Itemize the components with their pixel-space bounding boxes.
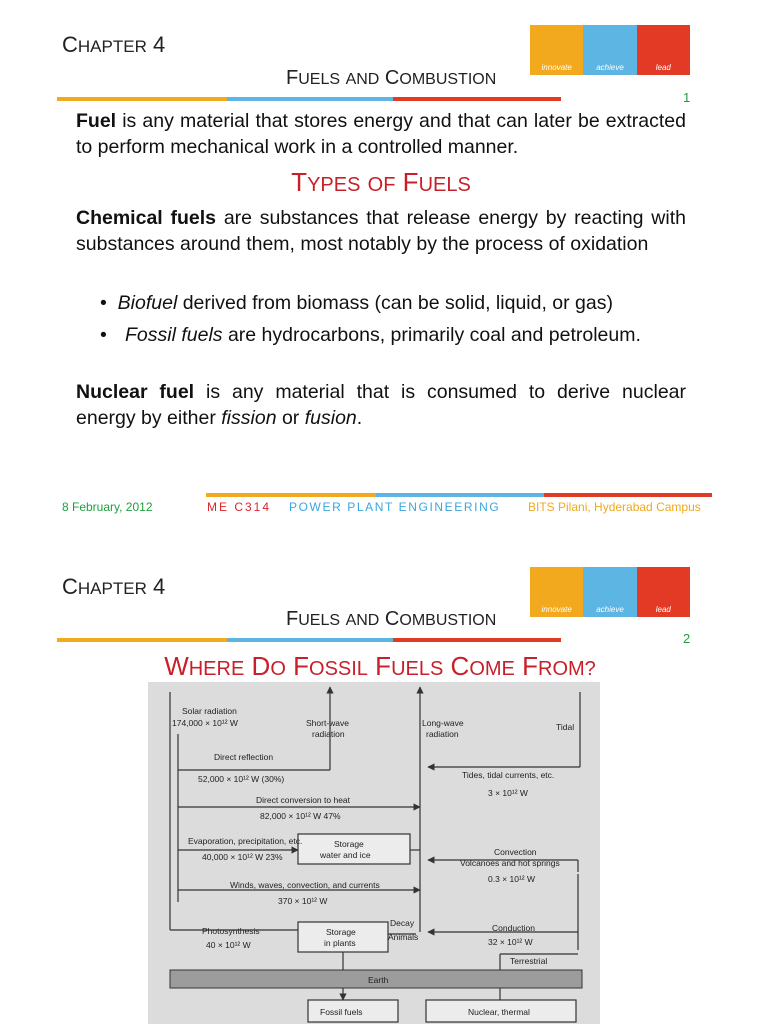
chapter-title-2 (62, 574, 165, 600)
logo-label-achieve: achieve (596, 63, 624, 72)
heading-rest-2: O (270, 658, 286, 680)
heading-rest-1: HERE (188, 658, 245, 680)
terrestrial-label: Terrestrial (510, 956, 548, 966)
subtitle-initial-3: C (384, 608, 400, 630)
footer-stripe-blue (376, 493, 544, 497)
footer-date: 8 February, 2012 (62, 500, 153, 514)
slide-subtitle (286, 67, 496, 90)
short-wave-label-2: radiation (312, 729, 345, 739)
heading-rest-1: YPES (307, 174, 361, 196)
evaporation-label: Evaporation, precipitation, etc. (188, 836, 303, 846)
fission-term: fission (221, 407, 277, 429)
storage-plants-label: Storage (326, 927, 356, 937)
tidal-label: Tidal (556, 722, 575, 732)
bullet-biofuel (100, 290, 686, 316)
header-stripe-orange (57, 97, 227, 101)
evaporation-value: 40,000 × 10¹² W 23% (202, 852, 283, 862)
nuclear-fuel-paragraph (76, 379, 686, 431)
header-stripe-blue-2 (227, 638, 393, 642)
header-stripe-orange-2 (57, 638, 227, 642)
direct-heat-value: 82,000 × 10¹² W 47% (260, 811, 341, 821)
long-wave-label-2: radiation (426, 729, 459, 739)
chapter-rest: HAPTER (77, 37, 147, 56)
photosynthesis-label: Photosynthesis (202, 926, 260, 936)
chemical-fuels-paragraph (76, 205, 686, 257)
subtitle-initial-3: C (384, 67, 400, 89)
fuel-term: Fuel (76, 110, 117, 132)
long-wave-label: Long-wave (422, 718, 464, 728)
short-wave-label: Short-wave (306, 718, 349, 728)
header-stripe-red (393, 97, 561, 101)
fossil-text: are hydrocarbons, primarily coal and petroleum. (222, 324, 641, 346)
header-stripe-red-2 (393, 638, 561, 642)
footer-course-name: POWER PLANT ENGINEERING (289, 500, 501, 514)
subtitle-rest-1: UELS (298, 612, 341, 629)
chapter-initial: C (62, 574, 78, 599)
conduction-label: Conduction (492, 923, 536, 933)
chapter-number: 4 (152, 574, 166, 599)
logo-block-orange (530, 567, 583, 617)
chemical-term: Chemical fuels (76, 207, 217, 229)
nuclear-thermal-label: Nuclear, thermal (468, 1007, 530, 1017)
header-stripe-blue (227, 97, 393, 101)
heading-rest-3: UELS (418, 174, 471, 196)
chapter-number: 4 (152, 32, 166, 57)
biofuel-term: Biofuel (117, 292, 178, 314)
heading-rest-6: ROM? (538, 658, 596, 680)
direct-reflection-label: Direct reflection (214, 752, 274, 762)
heading-rest-3: OSSIL (309, 658, 368, 680)
winds-label: Winds, waves, convection, and currents (230, 880, 380, 890)
subtitle-rest-3: OMBUSTION (399, 612, 497, 629)
footer-course-code: ME C314 (207, 500, 272, 514)
fossil-origin-heading (60, 651, 700, 682)
heading-initial-1: W (164, 651, 189, 681)
volcanoes-label: Volcanoes and hot springs (460, 858, 560, 868)
conduction-value: 32 × 10¹² W (488, 937, 533, 947)
logo-block-blue (583, 567, 636, 617)
subtitle-word-2: AND (345, 71, 380, 88)
storage-water-label-2: water and ice (320, 850, 371, 860)
types-heading (76, 167, 686, 198)
chapter-initial: C (62, 32, 78, 57)
logo-label-achieve: achieve (596, 605, 624, 614)
footer-stripe-orange (206, 493, 376, 497)
slide-subtitle-2 (286, 608, 496, 631)
logo-label-innovate: innovate (541, 63, 572, 72)
nuclear-end: . (356, 407, 363, 429)
fusion-term: fusion (304, 407, 357, 429)
chapter-rest: HAPTER (77, 579, 147, 598)
logo-label-lead: lead (655, 605, 671, 614)
bits-logo-2 (530, 567, 690, 617)
storage-water-label: Storage (334, 839, 364, 849)
animals-label: Animals (388, 932, 419, 942)
chemical-text: are substances that release energy by reacting with substances around them, most notably by the process of oxidation (76, 207, 686, 255)
tides-label: Tides, tidal currents, etc. (462, 770, 555, 780)
chapter-title (62, 32, 165, 58)
heading-initial-3: F (402, 167, 419, 197)
heading-initial-2: D (251, 651, 271, 681)
heading-initial-5: C (450, 651, 470, 681)
footer-campus: BITS Pilani, Hyderabad Campus (528, 500, 701, 514)
winds-value: 370 × 10¹² W (278, 896, 328, 906)
logo-block-red (637, 567, 690, 617)
subtitle-word-2: AND (345, 612, 380, 629)
logo-label-lead: lead (655, 63, 671, 72)
subtitle-rest-1: UELS (298, 71, 341, 88)
decay-label: Decay (390, 918, 415, 928)
direct-reflection-value: 52,000 × 10¹² W (30%) (198, 774, 285, 784)
biofuel-text: derived from biomass (can be solid, liquid, or gas) (177, 292, 613, 314)
direct-heat-label: Direct conversion to heat (256, 795, 351, 805)
fuel-text: is any material that stores energy and that can later be extracted to perform mechanical work in a controlled manner. (76, 110, 686, 158)
convection-label: Convection (494, 847, 537, 857)
photosynthesis-value: 40 × 10¹² W (206, 940, 251, 950)
energy-flow-diagram (148, 682, 600, 1024)
page-number-2: 2 (683, 631, 691, 646)
nuclear-or: or (276, 407, 305, 429)
fuel-definition (76, 108, 686, 160)
heading-initial-6: F (522, 651, 539, 681)
solar-radiation-label: Solar radiation (182, 706, 237, 716)
energy-flow-svg (148, 682, 600, 1024)
fossil-fuels-text-block (125, 322, 686, 348)
subtitle-initial-1: F (286, 608, 299, 630)
heading-initial-4: F (375, 651, 392, 681)
bullet-dot-icon: • (100, 324, 107, 346)
nuclear-term: Nuclear fuel (76, 381, 195, 403)
subtitle-rest-3: OMBUSTION (399, 71, 497, 88)
subtitle-initial-1: F (286, 67, 299, 89)
bits-logo (530, 25, 690, 75)
nuclear-text: is any material that is consumed to derive nuclear energy by either (76, 381, 686, 429)
solar-radiation-value: 174,000 × 10¹² W (172, 718, 238, 728)
heading-rest-5: OME (469, 658, 515, 680)
earth-label: Earth (368, 975, 389, 985)
fossil-term: Fossil fuels (125, 324, 223, 346)
heading-word-2: OF (367, 174, 396, 196)
logo-block-blue (583, 25, 636, 75)
tides-value: 3 × 10¹² W (488, 788, 528, 798)
logo-label-innovate: innovate (541, 605, 572, 614)
heading-rest-4: UELS (391, 658, 444, 680)
heading-initial-1: T (291, 167, 308, 197)
page-number: 1 (683, 90, 691, 105)
logo-block-orange (530, 25, 583, 75)
bullet-dot-icon: • (100, 292, 107, 314)
heading-initial-3: F (293, 651, 310, 681)
bullet-fossil-fuels (100, 322, 686, 348)
logo-block-red (637, 25, 690, 75)
storage-plants-label-2: in plants (324, 938, 356, 948)
volcanoes-value: 0.3 × 10¹² W (488, 874, 536, 884)
fossil-fuels-label: Fossil fuels (320, 1007, 363, 1017)
footer-stripe-red (544, 493, 712, 497)
